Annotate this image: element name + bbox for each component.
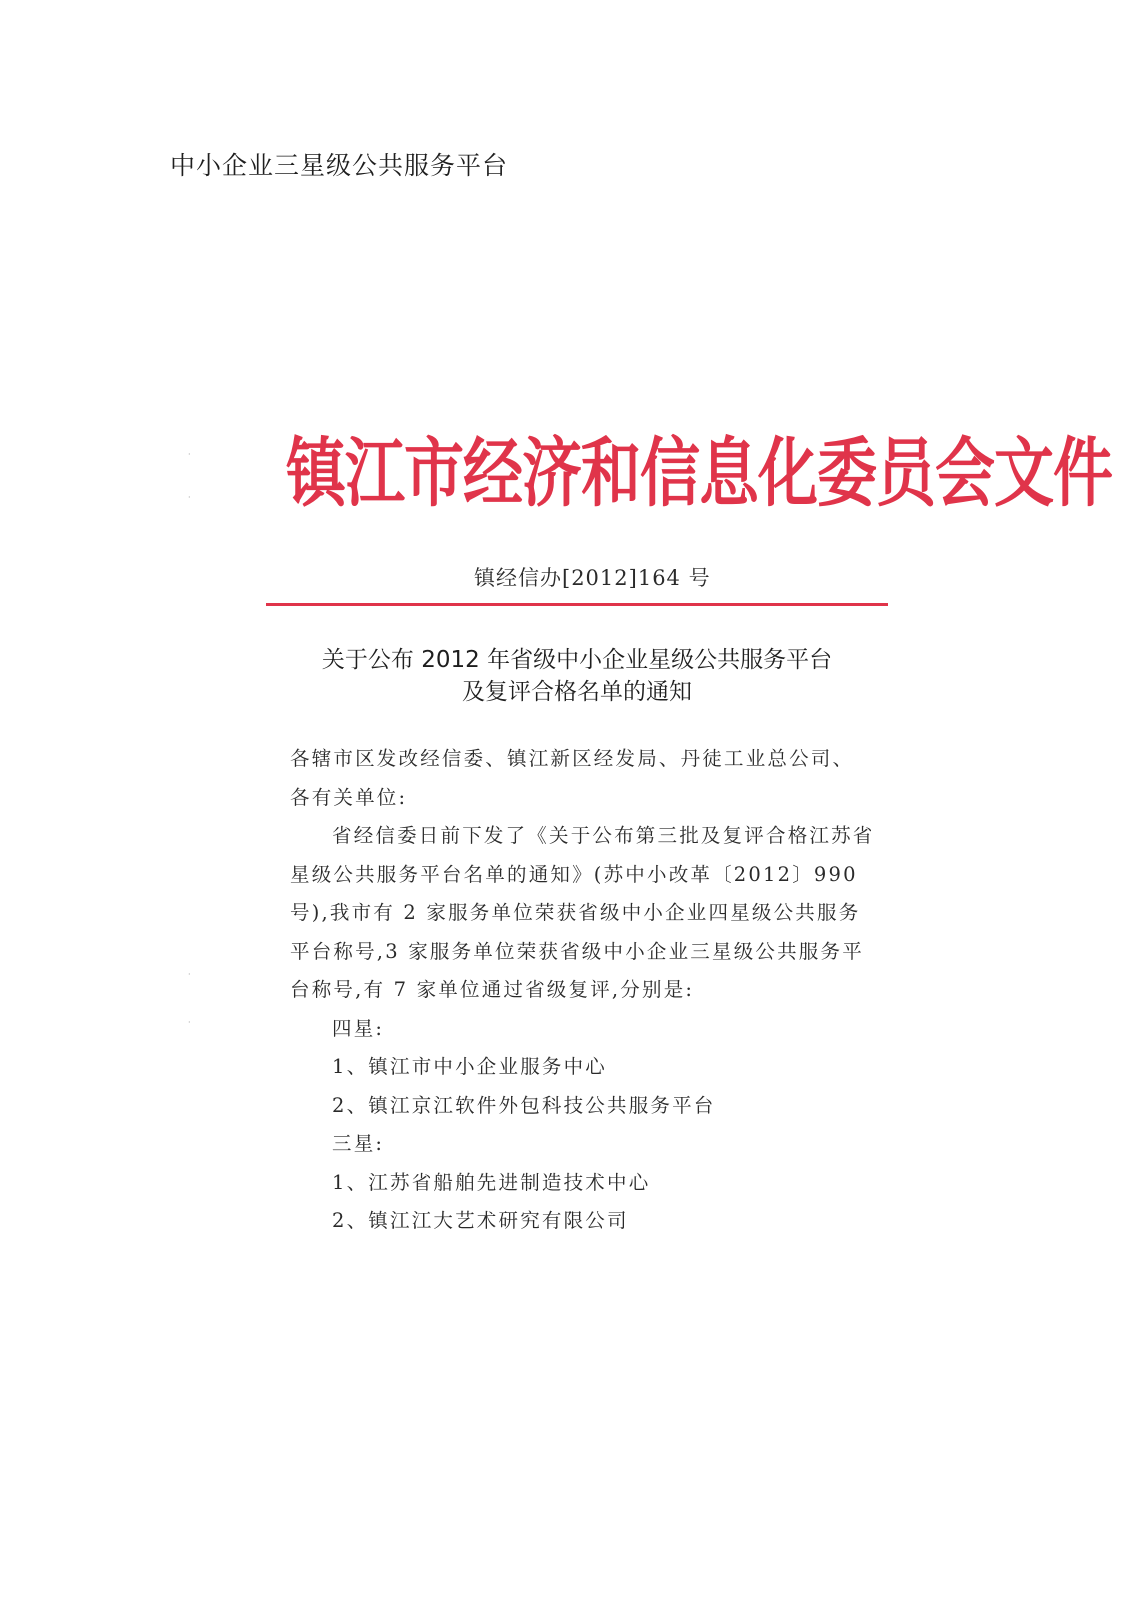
notice-body [290, 740, 880, 1241]
scan-speck: · [188, 450, 191, 459]
scan-speck: · [188, 493, 191, 502]
three-star-item: 1、江苏省船舶先进制造技术中心 [332, 1170, 651, 1194]
three-star-item: 2、镇江江大艺术研究有限公司 [332, 1209, 629, 1232]
three-star-heading: 三星: [332, 1132, 385, 1155]
main-paragraph: 省经信委日前下发了《关于公布第三批及复评合格江苏省星级公共服务平台名单的通知》(苏中小改革〔2012〕990 号),我市有 2 家服务单位荣获省级中小企业四星级公共服务平台称号,3 家服务单位荣获省级中小企业三星级公共服务平台称号,有 7 家单位通过省级复评,分别是: [290, 824, 875, 1001]
addressee-line-1: 各辖市区发改经信委、镇江新区经发局、丹徒工业总公司、 [290, 747, 855, 770]
four-star-item: 2、镇江京江软件外包科技公共服务平台 [332, 1093, 716, 1117]
document-number: 镇经信办[2012]164 号 [474, 566, 711, 590]
notice-title-line-2: 及复评合格名单的通知 [462, 679, 692, 705]
scan-speck: · [188, 1018, 191, 1027]
scan-speck: · [188, 970, 191, 979]
addressee-line-2: 各有关单位: [290, 785, 408, 809]
notice-title-line-1: 关于公布 2012 年省级中小企业星级公共服务平台 [321, 647, 833, 673]
document-masthead: 镇江市经济和信息化委员会文件 [286, 430, 1112, 518]
red-divider-line [266, 603, 888, 606]
page-caption: 中小企业三星级公共服务平台 [170, 151, 509, 180]
four-star-item: 1、镇江市中小企业服务中心 [332, 1055, 608, 1078]
four-star-heading: 四星: [332, 1016, 385, 1040]
notice-title [266, 644, 888, 708]
